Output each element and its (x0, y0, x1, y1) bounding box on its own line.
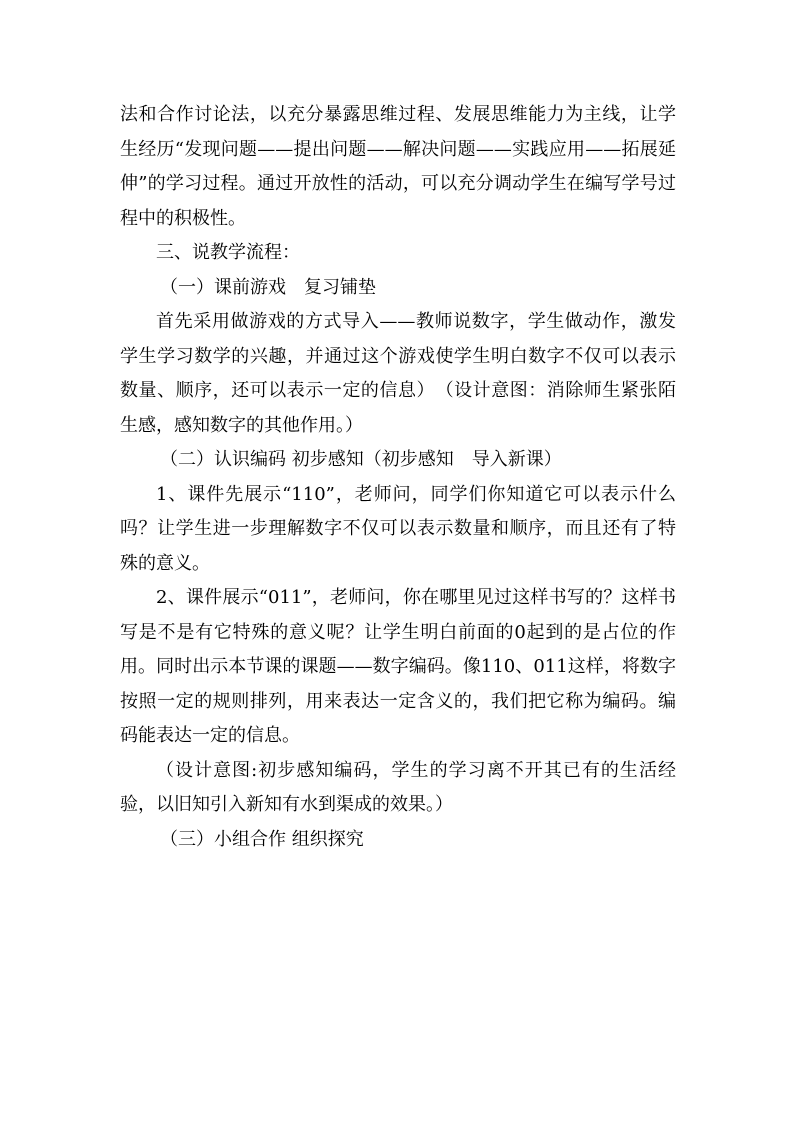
document-body (120, 98, 676, 857)
subheading-group-cooperation: （三）小组合作 组织探究 (160, 828, 364, 850)
paragraph-design-intent: （设计意图:初步感知编码，学生的学习离不开其已有的生活经验，以旧知引入新知有水到渠成的效果。） (120, 759, 676, 815)
paragraph-teaching-method: 法和合作讨论法，以充分暴露思维过程、发展思维能力为主线，让学生经历“发现问题——提出问题——解决问题——实践应用——拓展延伸”的学习过程。通过开放性的活动，可以充分调动学生在编写学号过程中的积极性。 (120, 104, 676, 229)
subheading-recognize-codes: （二）认识编码 初步感知（初步感知 导入新课） (160, 449, 562, 470)
paragraph-step-1: 1、课件先展示“110”，老师问，同学们你知道它可以表示什么吗？让学生进一步理解数字不仅可以表示数量和顺序，而且还有了特殊的意义。 (120, 483, 676, 574)
paragraph-step-2: 2、课件展示“011”，老师问，你在哪里见过这样书写的？这样书写是不是有它特殊的意义呢？让学生明白前面的0起到的是占位的作用。同时出示本节课的课题——数字编码。像110、011这样，将数字按照一定的规则排列，用来表达一定含义的，我们把它称为编码。编码能表达一定的信息。 (120, 587, 676, 746)
section-heading-teaching-flow: 三、说教学流程： (156, 242, 300, 263)
subheading-pre-class-game: （一）课前游戏 复习铺垫 (160, 276, 376, 298)
paragraph-game-intro: 首先采用做游戏的方式导入——教师说数字，学生做动作，激发学生学习数学的兴趣，并通过这个游戏使学生明白数字不仅可以表示数量、顺序，还可以表示一定的信息） （设计意图：消除师生紧张陌生感，感知数字的其他作用。） (120, 311, 676, 436)
